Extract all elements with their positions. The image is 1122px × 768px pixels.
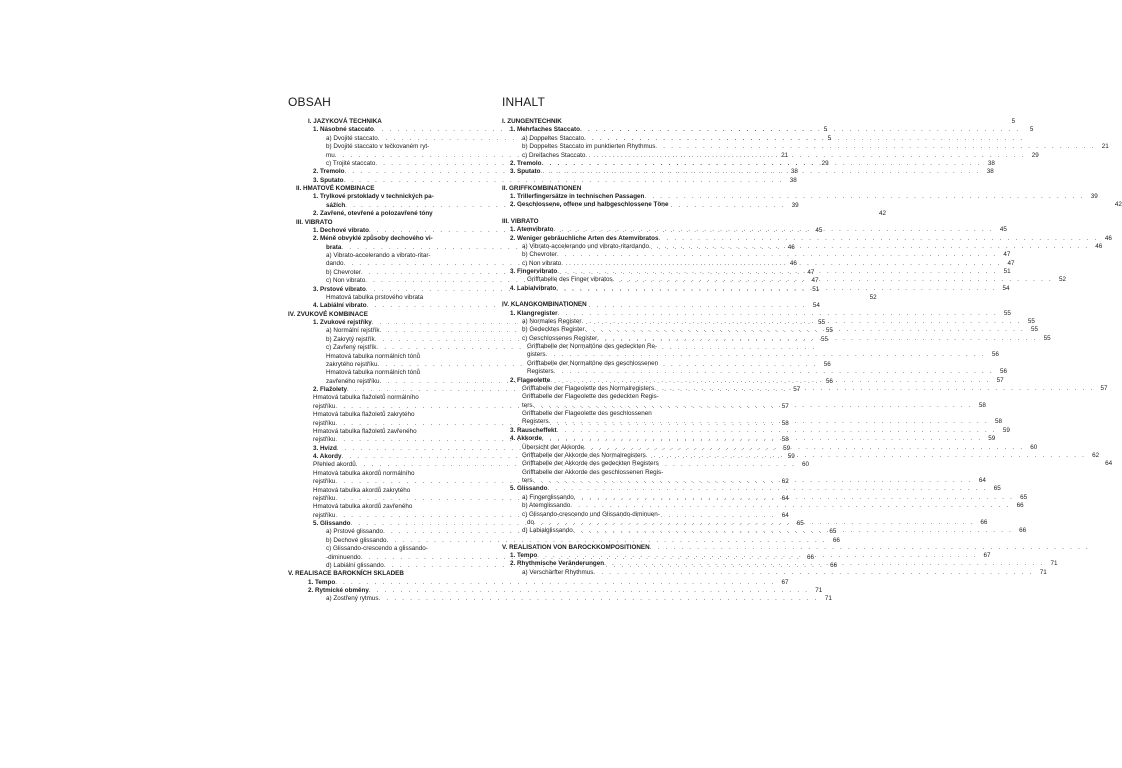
toc-entry-text: d) Labialglissando xyxy=(522,527,573,535)
dot-leader xyxy=(593,569,1033,577)
dot-leader xyxy=(378,595,818,603)
toc-page-number: 55 xyxy=(818,319,826,326)
toc-entry-text: Grifftabelle der Normaltöne des geschlossenen xyxy=(527,359,659,367)
toc-page-number: 60 xyxy=(1030,443,1038,451)
toc-entry-text: b) Gedecktes Register xyxy=(522,326,585,334)
toc-entry-text: c) Trojité staccato xyxy=(326,159,376,167)
toc-entry-text: b) Doppeltes Staccato im punktierten Rhythmus xyxy=(522,143,656,151)
toc-entry-text: a) Vibrato-accelerando a vibrato-ritar- xyxy=(326,252,431,259)
toc-entry-text: a) Fingerglissando xyxy=(522,493,574,501)
dot-leader xyxy=(557,251,997,259)
toc-page-number: 57 xyxy=(1100,384,1108,392)
toc-section-heading xyxy=(288,311,486,319)
toc-page-number: 45 xyxy=(999,226,1007,234)
toc-page-number: 56 xyxy=(991,351,999,359)
toc-section-heading xyxy=(502,185,738,193)
dot-leader xyxy=(654,385,1094,393)
toc-entry-text: c) Glissando-crescendo und Glissando-diminuen- xyxy=(522,510,660,518)
toc-entry-text: 1. Dechové vibrato xyxy=(313,226,369,234)
toc-page-number: 38 xyxy=(789,176,797,184)
toc-page-number: 60 xyxy=(802,461,810,469)
toc-page-number: 57 xyxy=(996,376,1004,384)
toc-entry xyxy=(288,369,486,377)
toc-page-number: 38 xyxy=(986,168,994,176)
dot-leader xyxy=(533,477,973,485)
toc-entry xyxy=(502,351,999,359)
toc-entry-text: b) Atemglissando xyxy=(522,502,571,510)
toc-page-number: 55 xyxy=(1043,334,1051,342)
toc-page-number: 54 xyxy=(1002,284,1010,292)
toc-section-heading xyxy=(502,544,738,552)
toc-page-number: 21 xyxy=(1101,143,1109,151)
toc-page-number: 55 xyxy=(820,335,828,343)
toc-entry xyxy=(288,487,486,495)
toc-entry xyxy=(288,536,840,545)
toc-entry-text: II. HMATOVÉ KOMBINACE xyxy=(296,185,375,192)
toc-entry-text: 1. Trylkové prstoklady v technických pa- xyxy=(313,193,434,201)
dot-leader xyxy=(580,126,1020,134)
toc-section-heading xyxy=(288,219,486,227)
toc-section-heading xyxy=(288,185,486,193)
dot-leader xyxy=(570,502,1010,510)
toc-entry-text: c) Zavřený rejstřík xyxy=(326,344,377,352)
toc-entry-text: a) Normální rejstřík xyxy=(326,327,380,335)
toc-entry-text: b) Chevroter xyxy=(522,251,557,259)
toc-page-number: 39 xyxy=(1090,193,1098,200)
toc-entry-text: 5. Glissando xyxy=(313,520,351,527)
dot-leader xyxy=(554,226,994,234)
toc-entry xyxy=(502,393,738,401)
toc-page-number: 58 xyxy=(994,418,1002,426)
toc-page-number: 47 xyxy=(1007,259,1015,267)
toc-entry-text: Přehled akordů xyxy=(313,461,356,469)
dot-leader xyxy=(582,318,1022,326)
toc-page-number: 57 xyxy=(781,402,789,410)
toc-entry-text: 4. Labialvibrato xyxy=(510,284,557,292)
toc-entry xyxy=(288,428,486,436)
toc-lines-german xyxy=(502,118,1122,577)
toc-entry-text: Hmatová tabulka flažoletů normálního xyxy=(313,394,419,402)
toc-page-number: 58 xyxy=(781,436,789,444)
toc-entry-text: Grifftabelle der Flageolette des gedeckten Regis- xyxy=(522,393,659,401)
dot-leader xyxy=(650,544,1090,552)
toc-page-number: 66 xyxy=(980,518,988,526)
toc-page-number: 5 xyxy=(1029,126,1034,134)
toc-entry-text: 5. Glissando xyxy=(510,485,548,493)
toc-entry-text: b) Dvojité staccato v tečkovaném ryt- xyxy=(326,143,430,151)
toc-entry-text: do xyxy=(527,518,535,526)
dot-leader xyxy=(557,268,997,276)
toc-section-heading xyxy=(502,118,1016,126)
toc-entry-text: III. VIBRATO xyxy=(296,218,333,226)
toc-chapter-entry xyxy=(502,168,994,176)
toc-page-number: 59 xyxy=(787,453,795,460)
toc-page-number: 46 xyxy=(789,260,797,268)
toc-entry-text: Registers xyxy=(527,368,554,376)
toc-entry-text: 1. Násobné staccato xyxy=(313,126,374,134)
toc-entry xyxy=(502,568,1047,577)
toc-entry xyxy=(502,317,1035,326)
toc-entry-text: d) Labiální glissando xyxy=(326,561,384,569)
toc-entry-text: Hmatová tabulka akordů normálního xyxy=(313,469,415,477)
toc-entry-text: c) Geschlossenes Register xyxy=(522,334,598,342)
toc-entry-text: Grifftabelle der Normaltöne des gedeckten Re- xyxy=(527,343,658,350)
dot-leader xyxy=(533,402,973,410)
toc-page-number: 58 xyxy=(978,401,986,409)
toc-entry-text: 2. Weniger gebräuchliche Arten des Atemvibratos xyxy=(510,234,659,242)
toc-entry xyxy=(502,418,1002,426)
toc-page-number: 54 xyxy=(812,302,820,310)
toc-entry-text: 1. Atemvibrato xyxy=(510,226,554,234)
toc-entry-text: b) Chevroter xyxy=(326,268,361,276)
toc-chapter-entry xyxy=(288,520,804,528)
toc-page-number: 55 xyxy=(1003,309,1011,317)
toc-page-number: 71 xyxy=(824,595,832,603)
dot-leader xyxy=(540,168,980,176)
dot-leader xyxy=(558,310,998,318)
dot-leader xyxy=(335,579,775,587)
dot-leader xyxy=(549,418,989,426)
dot-leader xyxy=(547,485,987,493)
toc-page-number: 47 xyxy=(1003,251,1011,259)
toc-entry xyxy=(288,143,486,151)
toc-entry-text: c) Non vibrato xyxy=(522,259,562,267)
toc-page-number: 39 xyxy=(791,201,799,209)
toc-page-number: 46 xyxy=(1104,234,1112,242)
toc-entry-text: Hmatová tabulka akordů zavřeného xyxy=(313,503,413,511)
toc-entry-text: mu xyxy=(326,151,335,159)
toc-entry-text: Hmatová tabulka akordů zakrytého xyxy=(313,486,411,494)
toc-page-number: 55 xyxy=(825,327,833,335)
dot-leader xyxy=(557,427,997,435)
toc-entry xyxy=(502,135,738,143)
toc-page-number: 55 xyxy=(1027,317,1035,325)
dot-leader xyxy=(597,335,1037,343)
toc-entry-text: Grifftabelle der Akkorde des Normalregisters xyxy=(522,451,646,459)
toc-entry-text: V. REALISACE BAROKNÍCH SKLADEB xyxy=(288,570,404,578)
toc-page-number: 51 xyxy=(1003,268,1011,275)
toc-entry xyxy=(502,469,738,477)
toc-entry xyxy=(502,360,738,368)
toc-page-number: 46 xyxy=(1095,242,1103,250)
toc-entry-text: 3. Hvizd xyxy=(313,444,337,452)
toc-entry-text: 3. Sputato xyxy=(313,176,344,184)
toc-page-number: 65 xyxy=(993,485,1001,493)
toc-entry-text: a) Doppeltes Staccato xyxy=(522,134,584,142)
toc-entry-text: gisters xyxy=(527,351,546,359)
toc-entry xyxy=(502,326,1038,334)
toc-page-number: 71 xyxy=(1050,560,1058,568)
toc-entry-text: rejstříku xyxy=(313,511,336,519)
toc-entry-text: zavřeného rejstříku xyxy=(326,377,380,385)
dot-leader xyxy=(649,243,1089,251)
toc-page-number: 5 xyxy=(1011,118,1016,125)
toc-entry-text: 3. Rauscheffekt xyxy=(510,426,557,434)
toc-page-number: 45 xyxy=(815,226,823,234)
toc-entry-text: 3. Fingervibrato xyxy=(510,268,558,275)
toc-entry-text: I. ZUNGENTECHNIK xyxy=(502,118,562,125)
toc-chapter-entry xyxy=(502,485,1001,493)
toc-chapter-entry xyxy=(502,426,1010,435)
toc-page-number: 5 xyxy=(823,126,828,134)
toc-entry xyxy=(288,293,877,302)
toc-chapter-entry xyxy=(288,235,486,243)
toc-entry-text: -diminuendo xyxy=(326,553,361,561)
toc-entry-text: Grifftabelle der Akkorde des geschlossenen Regis- xyxy=(522,468,664,476)
toc-entry-text: Hmatová tabulka normálních tónů xyxy=(326,369,421,377)
toc-chapter-entry xyxy=(502,126,1034,134)
toc-entry-text: rejstříku xyxy=(313,436,336,444)
toc-entry-text: rejstříku xyxy=(313,402,336,410)
toc-page-number: 64 xyxy=(978,477,986,484)
toc-entry-text: 2. Flageolette xyxy=(510,376,551,384)
toc-entry-text: a) Dvojité staccato xyxy=(326,134,378,142)
toc-entry xyxy=(288,545,486,553)
toc-page-number: 5 xyxy=(827,134,832,142)
toc-page-number: 65 xyxy=(796,520,804,527)
toc-chapter-entry xyxy=(502,234,1112,243)
toc-entry-text: Grifftabelle des Finger vibratos xyxy=(527,276,613,284)
toc-entry xyxy=(502,334,1051,343)
toc-column-german xyxy=(502,95,1122,577)
toc-chapter-entry xyxy=(288,193,486,201)
toc-page-number: 46 xyxy=(787,243,795,251)
toc-entry-text: 2. Rytmické obměny xyxy=(308,587,369,594)
toc-entry-text: IV. KLANGKOMBINATIONEN xyxy=(502,301,587,309)
toc-page-number: 58 xyxy=(781,419,789,427)
toc-entry-text: sážích xyxy=(326,201,346,209)
toc-entry xyxy=(288,394,486,402)
toc-entry-text: dando xyxy=(326,260,344,268)
dot-leader xyxy=(658,235,1098,243)
toc-entry-text: 1. Mehrfaches Staccato xyxy=(510,126,580,134)
toc-chapter-entry xyxy=(288,587,823,595)
toc-entry-text: ters xyxy=(522,477,533,484)
toc-entry-text: 2. Tremolo xyxy=(510,159,542,167)
toc-entry-text: III. VIBRATO xyxy=(502,217,539,225)
toc-entry-text: Hmatová tabulka flažoletů zakrytého xyxy=(313,411,415,419)
toc-page-number: 66 xyxy=(806,553,814,561)
toc-entry xyxy=(288,470,486,478)
toc-page-number: 56 xyxy=(825,377,833,385)
toc-entry-text: I. JAZYKOVÁ TECHNIKA xyxy=(308,118,382,125)
dot-leader xyxy=(542,160,982,168)
dot-leader xyxy=(584,135,1024,143)
toc-entry-text: rejstříku xyxy=(313,478,336,486)
toc-page-number: 66 xyxy=(830,561,838,569)
toc-entry xyxy=(502,368,1007,376)
toc-entry-text: Registers xyxy=(522,418,549,426)
dot-leader xyxy=(537,552,977,560)
toc-entry-text: Hmatová tabulka flažoletů zavřeného xyxy=(313,427,417,435)
toc-page-number: 38 xyxy=(987,159,995,167)
toc-entry xyxy=(502,343,738,351)
dot-leader xyxy=(542,435,982,443)
toc-entry xyxy=(288,411,486,419)
toc-entry-text: c) Non vibrato xyxy=(326,277,366,285)
toc-page-number: 51 xyxy=(812,285,820,293)
dot-leader xyxy=(604,560,1044,568)
dot-leader xyxy=(546,351,986,359)
toc-page-number: 47 xyxy=(807,268,815,276)
toc-entry-text: 1. Tempo xyxy=(308,578,336,586)
toc-page-number: 42 xyxy=(1114,201,1122,209)
toc-page-number: 59 xyxy=(1002,426,1010,434)
dot-leader xyxy=(573,527,1013,535)
toc-entry-text: brata xyxy=(326,243,342,251)
toc-entry-text: 4. Akkorde xyxy=(510,435,542,443)
toc-chapter-entry xyxy=(288,578,789,587)
toc-page-number: 66 xyxy=(1019,527,1027,535)
toc-entry-text: Hmatová tabulka normálních tónů xyxy=(326,352,421,360)
toc-page-number: 38 xyxy=(790,168,798,176)
toc-entry-text: IV. ZVUKOVÉ KOMBINACE xyxy=(288,310,368,318)
toc-entry-text: b) Zakrytý rejstřík xyxy=(326,335,375,343)
toc-page-number: 62 xyxy=(1092,451,1100,459)
toc-page-number: 59 xyxy=(988,435,996,443)
toc-page-number: 64 xyxy=(781,511,789,519)
toc-entry xyxy=(502,410,738,418)
dot-leader xyxy=(613,276,1053,284)
dot-leader xyxy=(556,285,996,293)
toc-title-czech: OBSAH xyxy=(288,95,332,109)
toc-page-number: 65 xyxy=(1020,493,1028,501)
toc-entry-text: 2. Zavřené, otevřené a polozavřené tóny xyxy=(313,210,433,218)
toc-section-heading xyxy=(502,218,738,226)
toc-entry xyxy=(502,511,738,519)
dot-leader xyxy=(585,152,1025,160)
toc-page-number: 56 xyxy=(823,360,831,368)
toc-page-number: 47 xyxy=(811,277,819,285)
toc-entry-text: II. GRIFFKOMBINATIONEN xyxy=(502,184,582,192)
toc-page-number: 52 xyxy=(1058,276,1066,284)
dot-leader xyxy=(554,368,994,376)
dot-leader xyxy=(369,587,809,595)
dot-leader xyxy=(561,260,1001,268)
toc-entry xyxy=(288,344,486,352)
toc-entry-text: 2. Méně obvyklé způsoby dechového vi- xyxy=(313,235,433,243)
toc-page-number: 62 xyxy=(781,478,789,486)
toc-entry xyxy=(502,502,1024,510)
toc-entry-text: 3. Sputato xyxy=(510,168,541,176)
toc-title-german: INHALT xyxy=(502,95,545,109)
toc-page-number: 71 xyxy=(815,587,823,594)
toc-entry-text: 2. Geschlossene, offene und halbgeschlossene Töne xyxy=(510,201,669,209)
dot-leader xyxy=(534,519,974,527)
toc-page-number: 65 xyxy=(829,528,837,536)
toc-entry-text: 1. Zvukové rejstříky xyxy=(313,319,372,326)
toc-entry-text: c) Dreifaches Staccato xyxy=(522,151,586,159)
toc-chapter-entry xyxy=(502,226,1007,234)
toc-entry xyxy=(288,353,486,361)
toc-page-number: 42 xyxy=(879,210,887,218)
toc-entry-text: a) Prstové glissando xyxy=(326,528,384,536)
dot-leader xyxy=(646,452,1086,460)
dot-leader xyxy=(644,193,1084,201)
toc-entry xyxy=(502,242,1103,251)
dot-leader xyxy=(584,444,1024,452)
toc-page-number: 29 xyxy=(821,159,829,167)
toc-entry-text: 1. Trillerfingersätze in technischen Passagen xyxy=(510,193,645,200)
toc-entry xyxy=(288,503,486,511)
toc-page-number: 66 xyxy=(1016,502,1024,510)
dot-leader xyxy=(574,494,1014,502)
toc-entry-text: V. REALISATION VON BAROCKKOMPOSITIONEN xyxy=(502,543,650,551)
toc-page-number: 57 xyxy=(793,386,801,393)
toc-page-number: 66 xyxy=(832,536,840,544)
toc-page-number: 55 xyxy=(1030,326,1038,334)
toc-entry-text: Grifftabelle der Akkorde des gedeckten Registers xyxy=(522,460,659,468)
toc-entry-text: a) Normales Register xyxy=(522,317,582,325)
toc-page-number: 67 xyxy=(983,552,991,559)
toc-section-heading xyxy=(288,570,486,578)
toc-entry-text: 2. Flažolety xyxy=(313,386,347,393)
toc-entry-text: Hmatová tabulka prstového vibrata xyxy=(326,293,424,301)
toc-entry-text: 4. Akordy xyxy=(313,453,342,460)
toc-page-number: 52 xyxy=(869,293,877,301)
toc-entry-text: ters xyxy=(522,401,533,409)
toc-entry xyxy=(288,595,832,603)
toc-page-number: 64 xyxy=(781,494,789,502)
toc-entry xyxy=(502,251,1011,259)
toc-entry-text: 3. Prstové vibrato xyxy=(313,285,366,293)
toc-entry-text: 1. Tempo xyxy=(510,552,538,559)
toc-page-number: 67 xyxy=(781,578,789,586)
toc-entry-text: Übersicht der Akkorde xyxy=(522,443,584,451)
toc-entry xyxy=(288,252,486,260)
toc-entry-text: 2. Tremolo xyxy=(313,168,345,176)
toc-entry-text: zakrytého rejstříku xyxy=(326,360,378,368)
toc-entry-text: a) Verschärfter Rhythmus xyxy=(522,568,594,576)
toc-entry-text: c) Glissando-crescendo a glissando- xyxy=(326,545,428,553)
toc-page-number: 64 xyxy=(1105,460,1113,468)
toc-entry-text: a) Zostřený rytmus xyxy=(326,595,379,603)
toc-chapter-entry xyxy=(288,210,887,218)
toc-entry-text: 4. Labiální vibrato xyxy=(313,302,367,310)
toc-entry-text: rejstříku xyxy=(313,419,336,427)
dot-leader xyxy=(550,377,990,385)
toc-entry-text: Grifftabelle der Flageolette des Normalregisters xyxy=(522,384,655,392)
toc-entry-text: a) Vibrato-accelerando und vibrato-ritardando xyxy=(522,242,649,250)
toc-entry-text: 1. Klangregister xyxy=(510,309,558,317)
toc-chapter-entry xyxy=(502,193,1098,201)
toc-entry xyxy=(502,143,1109,151)
toc-page-number: 59 xyxy=(783,444,791,452)
toc-entry xyxy=(502,384,1108,393)
toc-section-heading xyxy=(288,118,486,126)
toc-page-number: 21 xyxy=(781,151,789,159)
dot-leader xyxy=(585,326,1025,334)
toc-chapter-entry xyxy=(288,176,797,185)
dot-leader xyxy=(655,143,1095,151)
toc-page-number: 29 xyxy=(1031,151,1039,159)
toc-page-number: 71 xyxy=(1039,568,1047,576)
toc-section-heading xyxy=(502,301,738,309)
toc-chapter-entry xyxy=(502,309,1011,318)
toc-entry-text: Grifftabelle der Flageolette des geschlossenen xyxy=(522,410,652,417)
toc-entry-text: rejstříku xyxy=(313,494,336,502)
toc-page-number: 56 xyxy=(999,368,1007,376)
toc-entry-text: b) Dechové glissando xyxy=(326,536,387,544)
toc-entry-text: 2. Rhythmische Veränderungen xyxy=(510,560,605,568)
